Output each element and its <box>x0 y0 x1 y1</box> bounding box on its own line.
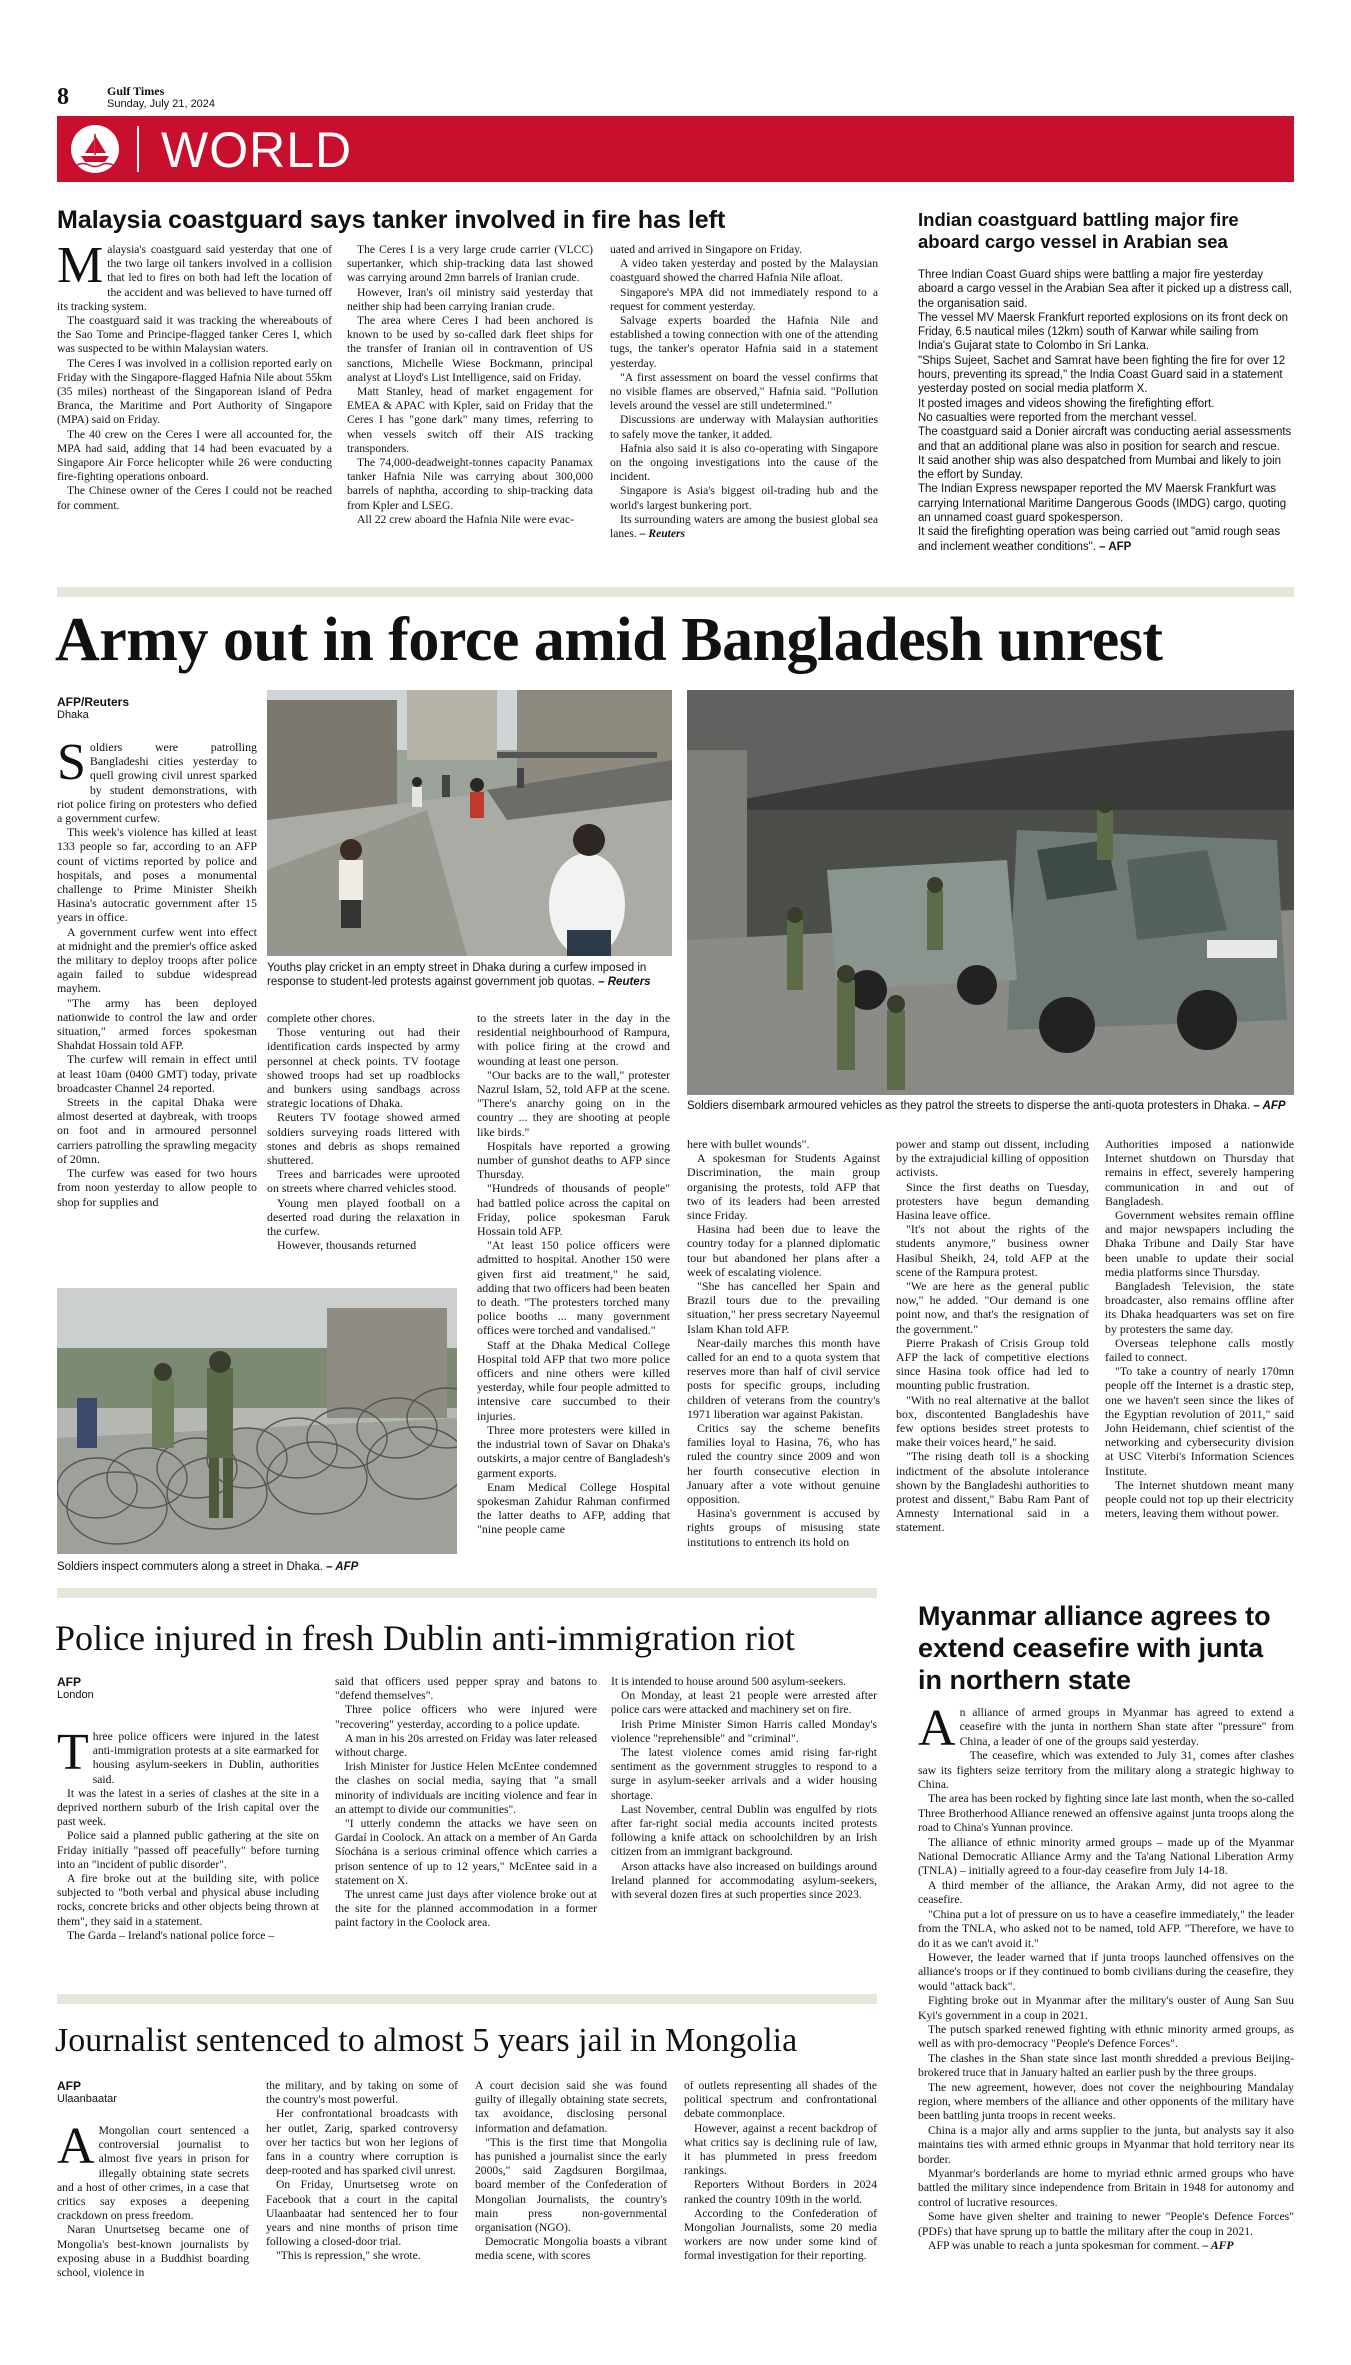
paragraph: Arson attacks have also increased on buildings around Ireland planned for accommodating asylum-seekers, with several dozen fires at such properties since 2023. <box>611 1859 877 1902</box>
banner-divider <box>137 126 139 172</box>
dublin-headline: Police injured in fresh Dublin anti-immigration riot <box>55 1618 795 1658</box>
paragraph: said that officers used pepper spray and batons to "defend themselves". <box>335 1675 597 1703</box>
paragraph: "A first assessment on board the vessel confirms that no visible flames are observed," Hafnia said. "Pollution levels around the vessel are still undetermined." <box>610 370 878 413</box>
caption-text: Soldiers inspect commuters along a street in Dhaka. <box>57 1561 323 1573</box>
malaysia-col-3 <box>610 243 878 541</box>
paragraph: Democratic Mongolia boasts a vibrant media scene, with scores <box>475 2235 667 2263</box>
paragraph: According to the Confederation of Mongolian Journalists, some 20 media workers are now under some kind of formal investigation for their reporting. <box>684 2206 877 2263</box>
bangladesh-col-1 <box>57 734 257 1209</box>
mongolia-col-1 <box>57 2118 249 2280</box>
paragraph: Three police officers who were injured were "recovering" yesterday, according to a police update. <box>335 1703 597 1731</box>
dublin-col-2 <box>335 1675 597 1931</box>
paragraph: "Hundreds of thousands of people" had battled police across the capital on Friday, police spokesman Faruk Hossain told AFP. <box>477 1181 670 1239</box>
paragraph: "This is repression," she wrote. <box>276 2249 421 2263</box>
paragraph: The 74,000-deadweight-tonnes capacity Panamax tanker Hafnia Nile was carrying about 300,000 barrels of naphtha, according to ship-tracking data from Kpler and LSEG. <box>347 456 593 512</box>
paragraph: The Ceres I is a very large crude carrier (VLCC) supertanker, which ship-tracking data last showed was carrying around 2mn barrels of Iranian crude. <box>347 243 593 285</box>
paragraph: Singapore's MPA did not immediately respond to a request for comment yesterday. <box>610 285 878 313</box>
paragraph: The curfew was eased for two hours from noon yesterday to allow people to shop for supplies and <box>57 1166 257 1209</box>
bangladesh-col-3 <box>477 1011 670 1537</box>
paragraph: Staff at the Dhaka Medical College Hospital told AFP that two more police officers and nine others were killed yesterday, while four people admitted to intensive care succumbed to their injuries. <box>477 1337 670 1423</box>
paragraph: The area where Ceres I had been anchored is known to be used by so-called dark fleet ships for the transfer of Iranian oil in contravention of US sanctions, Michelle Wiese Bockmann, principal analyst at Lloyd's List Intelligence, said on Friday. <box>347 314 593 384</box>
caption-credit: – AFP <box>1253 1100 1286 1112</box>
mongolia-col-2 <box>266 2079 458 2264</box>
section-title: WORLD <box>161 122 353 178</box>
paragraph: to the streets later in the day in the residential neighbourhood of Rampura, with police firing at the crowd and wounding at least one person. <box>477 1011 670 1068</box>
bangladesh-col-4 <box>687 1137 880 1549</box>
credit: – Reuters <box>639 527 686 541</box>
paragraph: Near-daily marches this month have called for an end to a quota system that reserves more than half of civil service posts for specific groups, including children of veterans from the country's 1971 liberation war against Pakistan. <box>687 1335 880 1421</box>
paragraph: Overseas telephone calls mostly failed to connect. <box>1105 1335 1294 1365</box>
paragraph: It is intended to house around 500 asylum-seekers. <box>611 1675 847 1688</box>
caption-text: Youths play cricket in an empty street in Dhaka during a curfew imposed in response to student-led protests against government job quotas. <box>267 962 647 988</box>
indian-headline: Indian coastguard battling major fire aboard cargo vessel in Arabian sea <box>918 209 1239 252</box>
myanmar-headline: Myanmar alliance agrees to extend ceasefire with junta in northern state <box>918 1601 1271 1695</box>
bangladesh-headline: Army out in force amid Bangladesh unrest <box>55 606 1163 674</box>
paragraph: Hasina's government is accused by rights groups of misusing state institutions to entrench its hold on <box>687 1506 880 1549</box>
paragraph: Irish Prime Minister Simon Harris called Monday's violence "reprehensible" and "criminal". <box>611 1717 877 1745</box>
paragraph: The Chinese owner of the Ceres I could not be reached for comment. <box>57 484 332 512</box>
paragraph: "To take a country of nearly 170mn people off the Internet is a drastic step, one we haven't seen since the likes of the Egyptian revolution of 2011," said John Heidemann, chief scientist of the networking and cybersecurity division at USC Viterbi's Information Sciences Institute. <box>1105 1364 1294 1478</box>
paragraph: "With no real alternative at the ballot box, discontented Bangladeshis have few options besides street protests to make their voices heard," he said. <box>896 1392 1089 1450</box>
issue-date: Sunday, July 21, 2024 <box>107 98 216 110</box>
paragraph: This week's violence has killed at least 133 people so far, according to an AFP count of victims reported by police and hospitals, and poses a monumental challenge to Prime Minister Sheikh Hasina's autocratic government after 15 years in office. <box>57 825 257 925</box>
page-number: 8 <box>57 84 69 110</box>
mongolia-col-4 <box>684 2079 877 2264</box>
paragraph: A spokesman for Students Against Discrimination, the main group organising the protests, told AFP that two of its leaders had been arrested since Friday. <box>687 1151 880 1223</box>
paragraph: Hospitals have reported a growing number of gunshot deaths to AFP since Thursday. <box>477 1138 670 1182</box>
paragraph: The area has been rocked by fighting since late last month, when the so-called Three Brotherhood Alliance renewed an offensive against junta troops along the road to China's Yunnan province. <box>918 1792 1294 1835</box>
photo-cricket-caption <box>267 961 672 989</box>
paragraph: "China put a lot of pressure on us to have a ceasefire immediately," the leader from the TNLA, who asked not to be named, told AFP. "Therefore, we have to do it as we can't avoid it." <box>918 1907 1294 1950</box>
paragraph <box>610 513 878 541</box>
dublin-col-1 <box>57 1724 319 1943</box>
paragraph: Enam Medical College Hospital spokesman Zahidur Rahman confirmed the latter deaths to AFP, adding that "nine people came <box>477 1479 670 1537</box>
paragraph: Discussions are underway with Malaysian authorities to safely move the tanker, it added. <box>610 413 878 441</box>
paragraph: "The rising death toll is a shocking indictment of the absolute intolerance shown by the Bangladeshi authorities to protest and dissent," Babu Ram Pant of Amnesty International said in a statement. <box>896 1449 1089 1535</box>
divider-rule <box>57 1994 877 2004</box>
paragraph: The Internet shutdown meant many people could not top up their electricity meters, leaving them without power. <box>1105 1477 1294 1521</box>
bangladesh-byline: AFP/Reuters <box>57 695 130 709</box>
paragraph-text: AFP was unable to reach a junta spokesman for comment. <box>928 2239 1200 2253</box>
paragraph: It was the latest in a series of clashes at the site in a deprived northern suburb of the Irish capital over the past week. <box>57 1786 319 1829</box>
paragraph: Hafnia also said it is also co-operating with Singapore on the ongoing investigations into the cause of the incident. <box>610 441 878 484</box>
ship-icon <box>71 125 119 173</box>
paragraph: Three Indian Coast Guard ships were battling a major fire yesterday aboard a cargo vessel in the Arabian Sea after it picked up a distress call, the organisation said. <box>918 269 1292 310</box>
paragraph: Three more protesters were killed in the industrial town of Savar on Dhaka's outskirts, a major centre of Bangladesh's garment exports. <box>477 1422 671 1480</box>
paragraph: The Indian Express newspaper reported the MV Maersk Frankfurt was carrying International Maritime Dangerous Goods (IMDG) cargo, quoting an unnamed coast guard spokesperson. <box>918 483 1287 525</box>
paragraph: The coastguard said it was tracking the whereabouts of the Sao Tome and Principe-flagged tanker Ceres I, which was suspected to be within Malaysian waters. <box>57 314 332 356</box>
caption-text: Soldiers disembark armoured vehicles as they patrol the streets to disperse the anti-quota protesters in Dhaka. <box>687 1100 1251 1112</box>
paragraph: Government websites remain offline and major newspapers including the Dhaka Tribune and Daily Star have been unable to update their social media platforms since Thursday. <box>1105 1208 1294 1279</box>
paragraph: The curfew will remain in effect until at least 10am (0400 GMT) today, private broadcaster Channel 24 reported. <box>57 1052 257 1095</box>
paragraph: The unrest came just days after violence broke out at the site for the planned accommodation in a former paint factory in the Coolock area. <box>335 1888 597 1930</box>
dublin-col-3 <box>611 1675 877 1902</box>
paragraph: All 22 crew aboard the Hafnia Nile were evac- <box>357 512 574 526</box>
paragraph: AMongolian court sentenced a controversial journalist to almost five years in prison for illegally obtaining state secrets and a host of other crimes, in a case that critics say exposes a deepening crackdown on press freedom. <box>57 2118 249 2223</box>
paragraph: Soldiers were patrolling Bangladeshi cities yesterday to quell growing civil unrest sparked by student demonstrations, with riot police firing on protesters who defied a government curfew. <box>57 734 257 826</box>
paragraph: The Garda – Ireland's national police force – <box>67 1928 275 1942</box>
bangladesh-col-6 <box>1105 1137 1294 1520</box>
paragraph: Her confrontational broadcasts with her outlet, Zarig, sparked controversy over her tactics but won her legions of fans in a country where corruption is deep-rooted and has sparked civil unrest. <box>266 2107 458 2178</box>
paragraph: "It's not about the rights of the students anymore," business owner Hasibul Sheikh, 24, told AFP at the scene of the Rampura protest. <box>896 1222 1089 1279</box>
credit: – AFP <box>1202 2239 1234 2253</box>
bangladesh-col-5 <box>896 1137 1089 1535</box>
paragraph: Pierre Prakash of Crisis Group told AFP the lack of competitive elections since Hasina took office had led to mounting public frustration. <box>896 1335 1089 1393</box>
paragraph: Some have given shelter and training to newer "People's Defence Forces" (PDFs) that have sprung up to battle the military after the coup in 2021. <box>918 2210 1294 2238</box>
paragraph: However, Iran's oil ministry said yesterday that neither ship had been carrying Iranian crude. <box>347 285 593 313</box>
paragraph: Police said a planned public gathering at the site on Friday initially "passed off peacefully" before turning into an "incident of public disorder". <box>57 1829 319 1871</box>
malaysia-headline: Malaysia coastguard says tanker involved in fire has left <box>57 206 726 234</box>
section-banner <box>57 116 1294 182</box>
checkpoint-photo-art <box>57 1288 457 1554</box>
photo-cricket <box>267 690 672 956</box>
paragraph: Hasina had been due to leave the country today for a planned diplomatic tour but abandoned her plans after a week of escalating violence. <box>687 1222 880 1279</box>
paragraph: The alliance of ethnic minority armed groups – made up of the Myanmar National Democratic Alliance Army and the Ta'ang National Liberation Army (TNLA) – initially agreed to a four-day ceasefire from July 14-18. <box>918 1835 1294 1878</box>
caption-credit: – Reuters <box>598 976 651 988</box>
paragraph: On Monday, at least 21 people were arrested after police cars were attacked and machinery set on fire. <box>611 1689 877 1717</box>
paragraph: It posted images and videos showing the firefighting effort. <box>918 397 1215 410</box>
paragraph: Bangladesh Television, the state broadcaster, also remains offline after its Dhaka headquarters was set on fire by protesters the same day. <box>1105 1279 1294 1336</box>
paragraph: here with bullet wounds". <box>687 1137 810 1151</box>
paragraph-text: Its surrounding waters are among the busiest global sea lanes. <box>610 512 878 541</box>
paragraph: Salvage experts boarded the Hafnia Nile and established a towing connection with one of the attending tugs, the tanker's operator Hafnia said in a statement yesterday. <box>610 314 878 370</box>
paragraph: The latest violence comes amid rising far-right sentiment as the government struggles to respond to a surge in asylum-seeker arrivals and a wider housing shortage. <box>611 1746 877 1802</box>
mongolia-col-3 <box>475 2079 667 2264</box>
paragraph: "This is the first time that Mongolia has punished a journalist since the early 2000s," said Zagdsuren Borgilmaa, board member of the Confederation of Mongolian Journalists, the country's main press non-governmental organisation (NGO). <box>475 2135 667 2235</box>
paragraph: Those venturing out had their identification cards inspected by army personnel at check points. TV footage showed troops had set up roadblocks and bunkers using sandbags across strategic locations of Dhaka. <box>267 1025 460 1111</box>
paragraph: "She has cancelled her Spain and Brazil tours due to the prevailing situation," her press secretary Nayeemul Islam Khan told AFP. <box>687 1279 880 1336</box>
paragraph: Trees and barricades were uprooted on streets where charred vehicles stood. <box>267 1167 460 1196</box>
paragraph: Three police officers were injured in the latest anti-immigration protests at a site earmarked for housing asylum-seekers in Dublin, authorities said. <box>57 1724 319 1786</box>
photo-armoured-vehicles <box>687 690 1294 1095</box>
paragraph: However, thousands returned <box>277 1238 417 1253</box>
paragraph <box>918 2239 1294 2253</box>
paragraph: The coastguard said a Donier aircraft was conducting aerial assessments and that an additional plane was also in position for search and rescue. <box>918 426 1292 453</box>
paragraph: of outlets representing all shades of the political spectrum and confrontational debate commonplace. <box>684 2079 877 2121</box>
paragraph: A video taken yesterday and posted by the Malaysian coastguard showed the charred Hafnia Nile afloat. <box>610 257 878 285</box>
paragraph: Fighting broke out in Myanmar after the military's ouster of Aung San Suu Kyi's government in a coup in 2021. <box>918 1994 1294 2022</box>
mongolia-byline: AFP <box>57 2079 81 2093</box>
indian-body <box>918 268 1294 554</box>
credit: – AFP <box>1099 540 1132 553</box>
dublin-dateline: London <box>57 1689 94 1701</box>
paragraph: Reporters Without Borders in 2024 ranked the country 109th in the world. <box>684 2178 877 2206</box>
paragraph: A man in his 20s arrested on Friday was later released without charge. <box>335 1731 597 1760</box>
paragraph: "At least 150 police officers were admitted to hospital. Another 150 were given first aid treatment," he said, adding that two officers had been beaten to death. "The protesters torched many police booths ... many government offices were torched and vandalised." <box>477 1238 670 1338</box>
paragraph: power and stamp out dissent, including by the extrajudicial killing of opposition activists. <box>896 1137 1089 1180</box>
vehicles-photo-art <box>687 690 1294 1095</box>
paragraph: The new agreement, however, does not cover the neighbouring Mandalay region, where members of the alliance and other opponents of the military have been battling junta troops in recent weeks. <box>918 2080 1294 2123</box>
paragraph: "Our backs are to the wall," protester Nazrul Islam, 52, told AFP at the scene. "There's anarchy going on in the country ... they are shooting at people like birds." <box>477 1067 670 1139</box>
paragraph: No casualties were reported from the merchant vessel. <box>918 411 1197 424</box>
paragraph: The clashes in the Shan state since last month shredded a previous Beijing-brokered truce that in January halted an earlier push by the three groups. <box>918 2051 1294 2080</box>
paragraph: Last November, central Dublin was engulfed by riots after far-right social media accounts incited protests following a knife attack on schoolchildren by an Irish citizen from an immigrant background. <box>611 1802 877 1859</box>
paragraph: The 40 crew on the Ceres I were all accounted for, the MPA had said, adding that 14 had been evacuated by a Singapore Air Force helicopter while 26 were conducting fire-fighting operations onboard. <box>57 427 332 484</box>
paragraph: A government curfew went into effect at midnight and the premier's office asked the military to deploy troops after police again failed to subdue widespread mayhem. <box>57 924 257 996</box>
paragraph: uated and arrived in Singapore on Friday. <box>610 243 803 256</box>
paragraph: An alliance of armed groups in Myanmar has agreed to extend a ceasefire with the junta in northern Shan state after "pressure" from China, a leader of one of the groups said yesterday. <box>918 1700 1294 1757</box>
malaysia-col-2 <box>347 243 593 527</box>
paragraph: On Friday, Unurtsetseg wrote on Facebook that a court in the capital Ulaanbaatar had sentenced her to four years and nine months of prison time following a closed-door trial. <box>266 2178 458 2249</box>
paragraph: A third member of the alliance, the Arakan Army, did not agree to the ceasefire. <box>918 1878 1294 1907</box>
mongolia-headline: Journalist sentenced to almost 5 years jail in Mongolia <box>55 2022 798 2059</box>
paragraph: The Ceres I was involved in a collision reported early on Friday with the Singapore-flagged Hafnia Nile about 55km (35 miles) northeast of the Singaporean island of Pedra Branca, the Maritime and Port Authority of Singapore (MPA) said on Friday. <box>57 356 332 427</box>
paragraph: "Ships Sujeet, Sachet and Samrat have been fighting the fire for over 12 hours, preventing its spread," the India Coast Guard said in a statement yesterday posted on social media platform X. <box>918 354 1286 396</box>
paragraph: "I utterly condemn the attacks we have seen on Gardaí in Coolock. An attack on a member of An Garda Síochána is a serious criminal offence which carries a prison sentence of up to 12 years," McEntee said in a statement on X. <box>335 1817 597 1887</box>
paragraph: It said another ship was also despatched from Mumbai and likely to join the effort by Sunday. <box>918 454 1282 482</box>
logo-emblem <box>71 125 119 173</box>
paragraph: However, against a recent backdrop of what critics say is declining rule of law, it has plummeted in press freedom rankings. <box>684 2121 877 2178</box>
paragraph-text: It said the firefighting operation was being carried out "amid rough seas and inclement weather conditions". <box>918 526 1281 553</box>
bangladesh-col-2 <box>267 1011 460 1252</box>
paragraph: The putsch sparked renewed fighting with ethnic minority armed groups, as well as with pro-democracy "People's Defence Forces". <box>918 2022 1294 2051</box>
paragraph: Young men played football on a deserted road during the relaxation in the curfew. <box>267 1195 460 1239</box>
paragraph: A court decision said she was found guilty of illegally obtaining state secrets, tax avoidance, disclosing personal information and defamation. <box>475 2079 667 2135</box>
photo-checkpoint-caption <box>57 1560 457 1574</box>
paragraph: Irish Minister for Justice Helen McEntee condemned the clashes on social media, saying that "a small minority of individuals are inciting violence and fear in an attempt to divide our communities". <box>335 1760 597 1816</box>
myanmar-body <box>918 1700 1294 2253</box>
paragraph: The vessel MV Maersk Frankfurt reported explosions on its front deck on Friday, 6.5 nautical miles (12km) south of Karwar while sailing from India's Gujarat state to Colombo in Sri Lanka. <box>918 311 1289 353</box>
paragraph: "The army has been deployed nationwide to control the law and order situation," armed forces spokesman Shahdat Hossain told AFP. <box>57 995 257 1053</box>
paragraph: Malaysia's coastguard said yesterday that one of the two large oil tankers involved in a collision that led to fires on both had left the location of the accident and was believed to have turned off its tracking system. <box>57 237 332 313</box>
paragraph: Naran Unurtsetseg became one of Mongolia's best-known journalists by exposing abuse in a Buddhist boarding school, violence in <box>57 2223 249 2280</box>
paragraph: Streets in the capital Dhaka were almost deserted at daybreak, with troops on foot and in armoured personnel carriers patrolling the sprawling megacity of 20mn. <box>57 1095 257 1166</box>
paragraph <box>918 525 1294 554</box>
paragraph: the military, and by taking on some of the country's most powerful. <box>266 2079 458 2107</box>
paper-name: Gulf Times <box>107 84 165 98</box>
photo-checkpoint <box>57 1288 457 1554</box>
mongolia-dateline: Ulaanbaatar <box>57 2093 117 2105</box>
paragraph: "We are here as the general public now," he added. "Our demand is one point now, and that's the resignation of the government." <box>896 1279 1089 1336</box>
divider-rule <box>57 1588 877 1598</box>
paragraph: Matt Stanley, head of market engagement for EMEA & APAC with Kpler, said on Friday that the Ceres I has "gone dark" many times, referring to when vessels switch off their AIS tracking transponders. <box>347 385 593 455</box>
paragraph: Myanmar's borderlands are home to myriad ethnic armed groups who have battled the military since independence from Britain in 1948 for autonomy and control of lucrative resources. <box>918 2167 1294 2209</box>
paragraph: Critics say the scheme benefits families loyal to Hasina, 76, who has ruled the country since 2009 and won her fourth consecutive election in January after a vote without genuine opposition. <box>687 1421 880 1507</box>
paragraph: However, the leader warned that if junta troops launched offensives on the alliance's troops or if they continued to bomb civilians during the ceasefire, they would "attack back". <box>918 1950 1294 1993</box>
bangladesh-dateline: Dhaka <box>57 709 89 721</box>
photo-vehicles-caption <box>687 1099 1294 1113</box>
paragraph: The ceasefire, which was extended to July 31, comes after clashes saw its fighters seize territory from the military along a strategic highway to China. <box>918 1749 1294 1792</box>
paragraph: Reuters TV footage showed armed soldiers surveying roads littered with stones and debris as shops remained shuttered. <box>267 1110 460 1168</box>
caption-credit: – AFP <box>326 1561 359 1573</box>
paragraph: Authorities imposed a nationwide Internet shutdown on Thursday that remains in effect, severely hampering communication in and out of Bangladesh. <box>1105 1137 1294 1208</box>
paragraph: Singapore is Asia's biggest oil-trading hub and the world's largest bunkering port. <box>610 484 878 512</box>
paragraph: China is a major ally and arms supplier to the junta, but analysts say it also maintains ties with armed ethnic groups in Myanmar that hold territory near its border. <box>918 2123 1294 2166</box>
paragraph: A fire broke out at the building site, with police subjected to "both verbal and physical abuse including rocks, concrete bricks and other objects being thrown at them", they said in a statement. <box>57 1872 319 1928</box>
divider-rule <box>57 587 1294 597</box>
cricket-photo-art <box>267 690 672 956</box>
dublin-byline: AFP <box>57 1675 81 1689</box>
malaysia-col-1 <box>57 237 332 513</box>
paragraph: complete other chores. <box>267 1011 375 1025</box>
paragraph: Since the first deaths on Tuesday, protesters have begun demanding Hasina leave office. <box>896 1179 1089 1223</box>
